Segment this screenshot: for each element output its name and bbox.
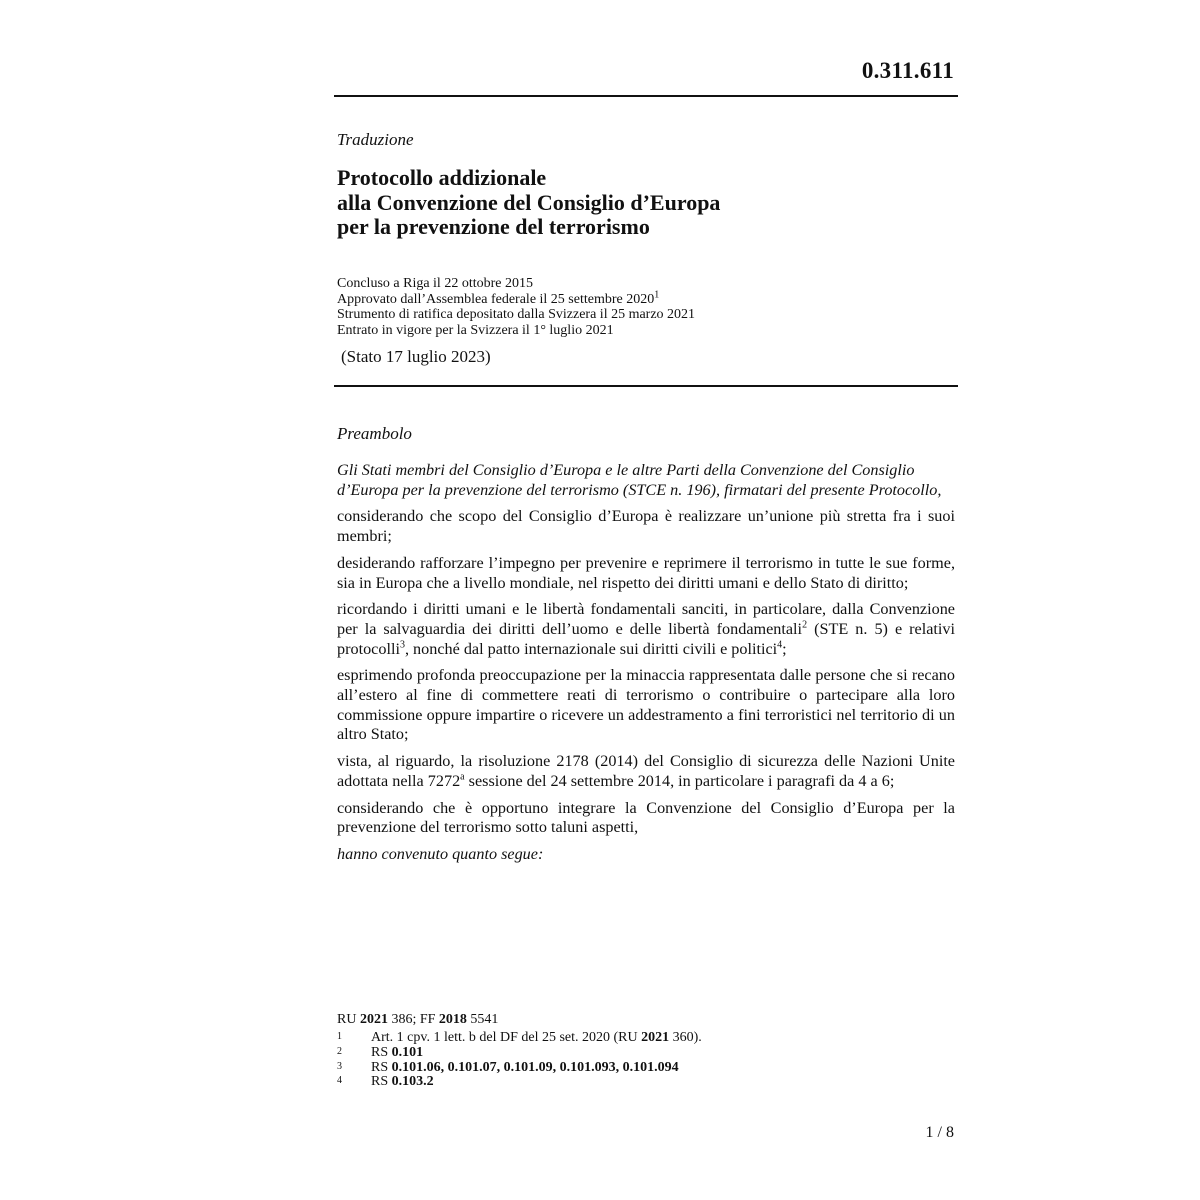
preamble-paragraph-2: desiderando rafforzare l’impegno per prevenire e reprimere il terrorismo in tutte le sue forme, sia in Europa che a livello mondiale, nel rispetto dei diritti umani e dello Stato di diritto; xyxy=(337,553,955,592)
footnote-ref-1[interactable]: 1 xyxy=(654,288,660,300)
document-metadata xyxy=(337,276,955,338)
footnote-ref-2[interactable]: 2 xyxy=(802,619,808,631)
document-number: 0.311.611 xyxy=(861,58,954,83)
page-number: 1 / 8 xyxy=(925,1124,954,1141)
footnote-3 xyxy=(337,1061,955,1076)
footnote-ref-4[interactable]: 4 xyxy=(777,639,783,651)
source-ff-year: 2018 xyxy=(438,1012,467,1027)
p5-text-b: sessione del 24 settembre 2014, in particolare i paragrafi da 4 a 6; xyxy=(464,771,895,790)
meta-in-force: Entrato in vigore per la Svizzera il 1° luglio 2021 xyxy=(337,322,614,338)
source-reference xyxy=(337,1012,955,1028)
footnote-text-a: RS xyxy=(371,1074,392,1090)
preamble-paragraph-6: considerando che è opportuno integrare la Convenzione del Consiglio d’Europa per la prevenzione del terrorismo sotto taluni aspetti, xyxy=(337,798,955,837)
footnote-text-a: RS xyxy=(371,1059,392,1075)
meta-concluded: Concluso a Riga il 22 ottobre 2015 xyxy=(337,276,533,291)
footnote-ref-3[interactable]: 3 xyxy=(399,639,405,651)
preamble-paragraph-3 xyxy=(337,600,955,659)
footnote-text xyxy=(371,1075,955,1090)
p3-text-a: ricordando i diritti umani e le libertà fondamentali sanciti, in particolare, dalla Convenzione per la salvaguardia dei diritti dell’uomo e delle libertà fondamentali xyxy=(337,600,955,638)
footnote-4 xyxy=(337,1075,955,1090)
preamble-intro: Gli Stati membri del Consiglio d’Europa e le altre Parti della Convenzione del Consiglio d’Europa per la prevenzione del terrorismo (STCE n. 196), firmatari del presente Protocollo, xyxy=(337,461,942,499)
preamble-heading: Preambolo xyxy=(337,424,412,443)
footnote-number: 3 xyxy=(337,1060,342,1072)
translation-label: Traduzione xyxy=(337,130,414,149)
footnote-1 xyxy=(337,1031,955,1046)
footnote-bold: 0.103.2 xyxy=(391,1074,434,1090)
source-ru-label: RU xyxy=(337,1012,360,1027)
footnote-text xyxy=(371,1046,955,1061)
p3-text-d: ; xyxy=(782,639,787,658)
footnote-text xyxy=(371,1061,955,1076)
footnote-number: 2 xyxy=(337,1045,342,1057)
footnote-text-a: Art. 1 cpv. 1 lett. b del DF del 25 set. 2020 (RU xyxy=(371,1030,642,1045)
p3-text-c: , nonché dal patto internazionale sui diritti civili e politici xyxy=(404,639,778,658)
footnote-bold: 2021 xyxy=(641,1030,670,1045)
title-line-2: alla Convenzione del Consiglio d’Europa xyxy=(337,189,721,215)
p5-text-a: vista, al riguardo, la risoluzione 2178 (2014) del Consiglio di sicurezza delle Nazioni Unite adottata nella 7272 xyxy=(337,752,955,790)
preamble-paragraph-4: esprimendo profonda preoccupazione per la minaccia rappresentata dalle persone che si recano all’estero al fine di commettere reati di terrorismo o contribuire o partecipare alla loro commissione oppure impartire o ricevere un addestramento a fini terroristici nel territorio di un altro Stato; xyxy=(337,666,955,744)
preamble-conclusion: hanno convenuto quanto segue: xyxy=(337,844,544,863)
preamble-paragraph-1: considerando che scopo del Consiglio d’Europa è realizzare un’unione più stretta fra i suoi membri; xyxy=(337,507,955,546)
meta-approved: Approvato dall’Assemblea federale il 25 settembre 2020 xyxy=(337,291,655,307)
preamble-body xyxy=(337,461,955,872)
footnote-text xyxy=(371,1031,955,1046)
footnote-number: 4 xyxy=(337,1075,342,1087)
footnotes xyxy=(337,1031,955,1090)
source-ff-page: 5541 xyxy=(466,1012,499,1027)
header-divider xyxy=(334,385,958,387)
footnote-2 xyxy=(337,1046,955,1061)
p3-text-b: (STE n. 5) e relativi protocolli xyxy=(337,619,956,658)
document-title xyxy=(337,166,955,240)
footnote-bold: 0.101 xyxy=(391,1044,424,1060)
preamble-paragraph-5 xyxy=(337,752,955,791)
ordinal-superscript: a xyxy=(460,771,465,783)
top-divider xyxy=(334,95,958,97)
source-ru-page: 386; FF xyxy=(387,1012,439,1027)
footnote-number: 1 xyxy=(337,1031,342,1042)
meta-ratification: Strumento di ratifica depositato dalla Svizzera il 25 marzo 2021 xyxy=(337,307,696,322)
title-line-1: Protocollo addizionale xyxy=(337,165,547,190)
title-line-3: per la prevenzione del terrorismo xyxy=(337,214,650,239)
status-date: (Stato 17 luglio 2023) xyxy=(341,347,491,366)
source-ru-year: 2021 xyxy=(359,1012,388,1027)
footnote-bold: 0.101.06, 0.101.07, 0.101.09, 0.101.093, 0.101.094 xyxy=(391,1059,679,1075)
footnote-text-b: 360). xyxy=(669,1030,702,1045)
footnote-text-a: RS xyxy=(371,1044,392,1060)
meta-approved-line xyxy=(337,288,955,308)
